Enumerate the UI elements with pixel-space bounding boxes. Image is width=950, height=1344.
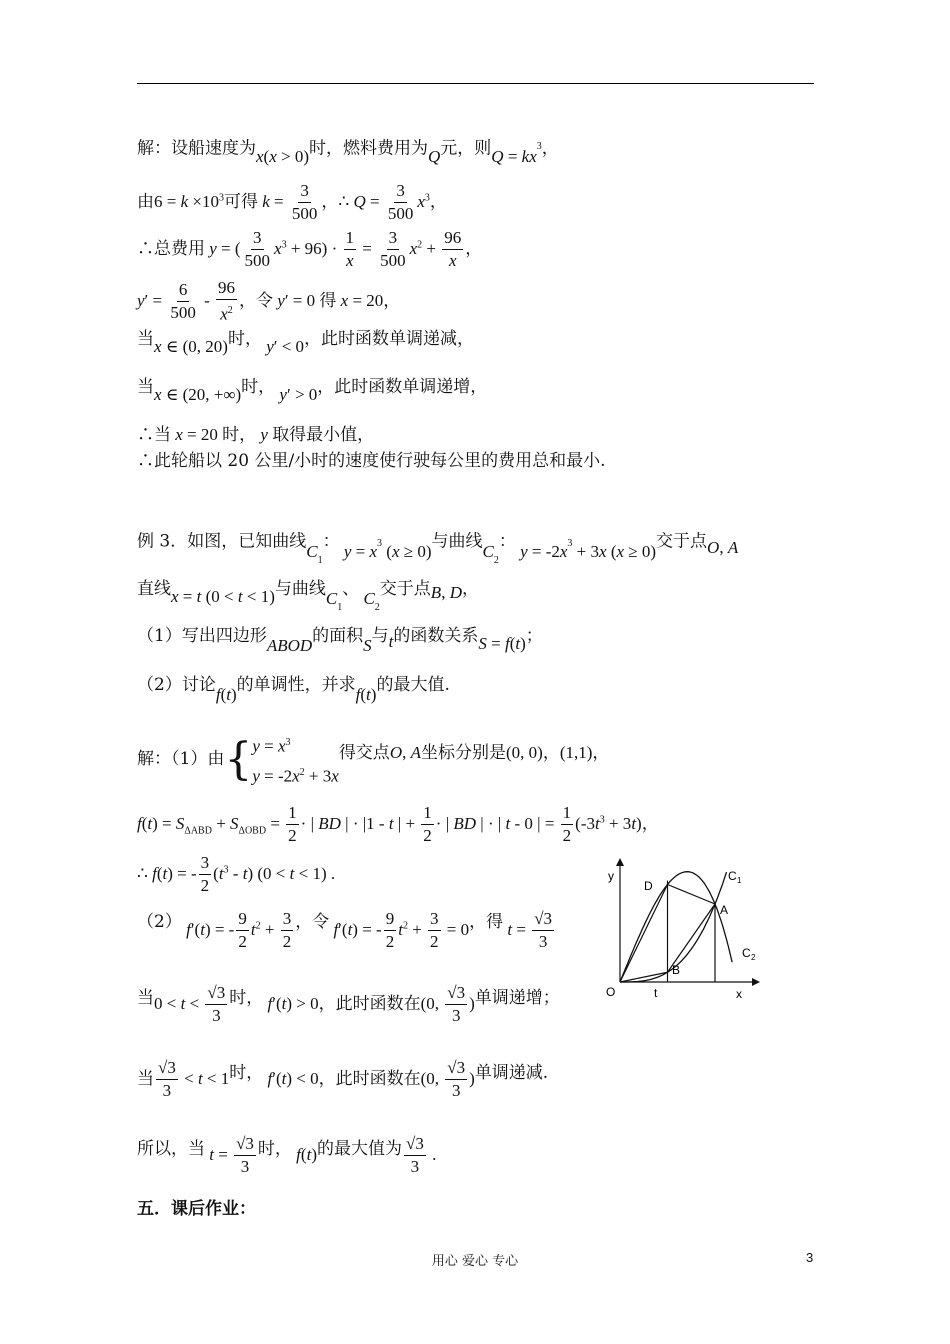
sol1-line4: y′ = $\frac{6}{500}$ - $\frac{96}{x^2}$ ，令 y′ = 0 得 x = 20， (137, 278, 401, 324)
sol2-line6: 当 $\frac{√3}{3}$ < t < 1时， f′(t) < 0，此时函数在(0, $\frac{√3}{3}$ )单调递减. (137, 1058, 549, 1100)
x-axis-arrow-icon (752, 978, 760, 986)
segment-od (620, 885, 668, 983)
y-axis-arrow-icon (616, 858, 624, 866)
page-number: 3 (806, 1250, 814, 1265)
sol2-line2: $f(t) = S_{\Delta ABD} + S_{\Delta OBD}$ = $\frac{1}{2}$ · | BD | · |1 - t | + $\frac{1}{2}$ · | BD | · | t - 0 | = $\frac{1}{2}$ $(-3t^3 + 3t)$， (137, 803, 659, 845)
sol1-line7: ∴当 x = 20 时， y 取得最小值， (137, 425, 375, 445)
sol1-line2: 由$6 = k \times 10^3$可得 k = $\frac{3}{500}$ ，∴ Q = $\frac{3}{500}$ $x^3$， (137, 181, 447, 223)
c2-sub: 2 (751, 953, 756, 962)
ex3-line1: 例 3．如图，已知曲线$C_1$： $y = x^3$ (x ≥ 0)与曲线$C_2$： $y = -2x^3 + 3x$ (x ≥ 0)交于点O, A (137, 531, 739, 567)
page-footer: 用心 爱心 专心 (431, 1254, 519, 1269)
curves-figure (600, 858, 760, 1003)
sol2-line7: 所以，当 t = $\frac{√3}{3}$ 时， f(t)的最大值为 $\frac{√3}{3}$ . (137, 1134, 437, 1176)
header-rule (137, 83, 814, 84)
sol1-line3: ∴总费用 y = ( $\frac{3}{500}$ $x^3 + 96$) · $\frac{1}{x}$ = $\frac{3}{500}$ $x^2$ + $\frac{96}{x}$ ， (137, 228, 483, 270)
ex3-q1: （1）写出四边形ABOD的面积S与t的函数关系S = f(t)； (137, 626, 543, 655)
point-d-label: D (644, 879, 653, 893)
sol1-line5: 当x ∈ (0, 20)时， y′ < 0，此时函数单调递减， (137, 329, 475, 356)
x-axis-label: x (736, 987, 742, 1001)
point-b-label: B (672, 963, 681, 977)
section-5-heading: 五．课后作业： (137, 1199, 256, 1219)
ex3-line2: 直线x = t (0 < t < 1)与曲线$C_1$、 $C_2$交于点B, D， (137, 579, 479, 614)
sol2-line1: 解：（1）由{ $y = x^3$ $y = -2x^2 + 3x$ 得交点O, A坐标分别是(0, 0)，(1,1)， (137, 733, 610, 786)
c1-label: C (728, 869, 737, 883)
sol2-line3: ∴ f(t) = - $\frac{3}{2}$ $(t^3 - t) (0 < t < 1)$ . (137, 853, 336, 895)
origin-label: O (606, 985, 616, 999)
ex3-q2: （2）讨论f(t)的单调性，并求f(t)的最大值. (137, 675, 450, 704)
segment-ba (668, 904, 716, 972)
sol2-line4: （2） f′(t) = - $\frac{9}{2}$ $t^2$ + $\frac{3}{2}$ ，令 f′(t) = - $\frac{9}{2}$ $t^2$ + $\frac{3}{2}$ = 0，得 t = $\frac{√3}{3}$ (137, 909, 553, 951)
y-axis-label: y (608, 869, 614, 883)
point-a-label: A (720, 903, 729, 917)
c1-sub: 1 (737, 876, 742, 885)
c2-label: C (742, 946, 751, 960)
sol1-line8: ∴此轮船以 20 公里/小时的速度使行驶每公里的费用总和最小. (137, 451, 606, 471)
sol1-line1: 解：设船速度为x(x > 0)时，燃料费用为Q元，则$Q = kx^3$， (137, 138, 559, 166)
sol1-line6: 当x ∈ (20, +∞)时， y′ > 0，此时函数单调递增， (137, 377, 488, 404)
t-label: t (654, 986, 658, 1000)
segment-da (668, 885, 716, 905)
sol2-line5: 当0 < t < $\frac{√3}{3}$ 时， f′(t) > 0，此时函数在(0, $\frac{√3}{3}$ )单调递增； (137, 983, 560, 1025)
